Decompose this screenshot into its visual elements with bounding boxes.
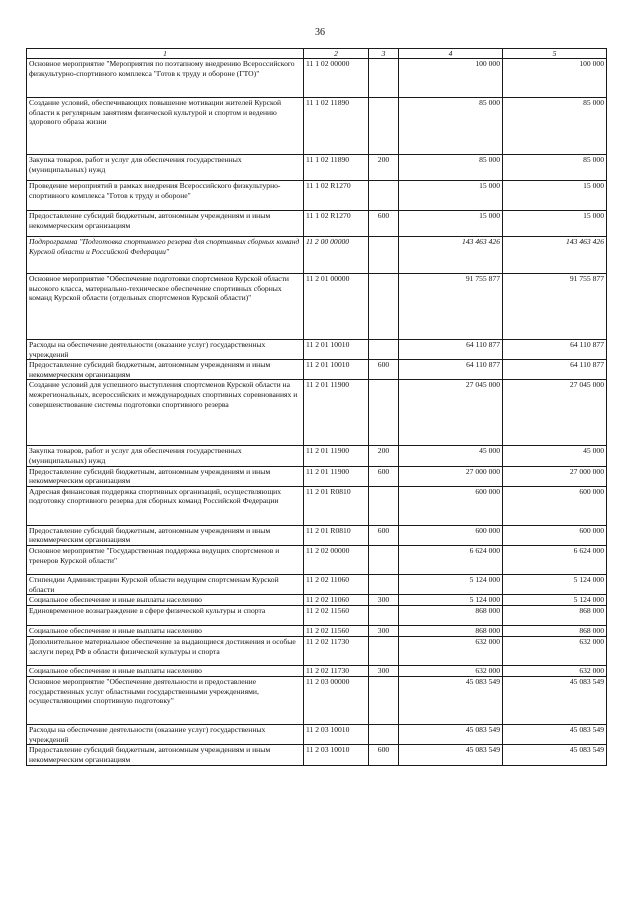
row-value-col4-cell: 64 110 877 — [399, 340, 503, 360]
col-header-4: 4 — [399, 49, 503, 59]
row-code-cell: 11 2 03 00000 — [304, 677, 369, 725]
row-code-cell: 11 1 02 R1270 — [304, 211, 369, 237]
row-type-cell: 600 — [369, 745, 399, 765]
row-value-col4-cell: 91 755 877 — [399, 274, 503, 340]
row-code-cell: 11 2 02 00000 — [304, 545, 369, 574]
row-type-cell: 200 — [369, 155, 399, 181]
row-code-cell: 11 2 02 11560 — [304, 626, 369, 637]
row-value-col5-cell: 868 000 — [503, 626, 607, 637]
row-value-col5-cell: 600 000 — [503, 486, 607, 525]
col-header-1: 1 — [27, 49, 304, 59]
row-name-cell: Социальное обеспечение и иные выплаты населению — [27, 595, 304, 606]
row-type-cell — [369, 274, 399, 340]
row-code-cell: 11 2 02 11730 — [304, 666, 369, 677]
row-value-col4-cell: 5 124 000 — [399, 595, 503, 606]
row-type-cell — [369, 545, 399, 574]
row-value-col4-cell: 632 000 — [399, 637, 503, 666]
row-value-col5-cell: 85 000 — [503, 98, 607, 155]
row-value-col5-cell: 632 000 — [503, 637, 607, 666]
row-value-col4-cell: 15 000 — [399, 181, 503, 211]
table-row — [27, 745, 607, 765]
table-row — [27, 181, 607, 211]
row-value-col5-cell: 5 124 000 — [503, 595, 607, 606]
row-type-cell — [369, 181, 399, 211]
row-value-col4-cell: 868 000 — [399, 626, 503, 637]
row-type-cell: 600 — [369, 466, 399, 486]
row-value-col4-cell: 85 000 — [399, 155, 503, 181]
row-type-cell — [369, 637, 399, 666]
row-code-cell: 11 2 01 10010 — [304, 360, 369, 380]
table-row — [27, 360, 607, 380]
row-value-col5-cell: 15 000 — [503, 211, 607, 237]
row-name-cell: Основное мероприятие "Обеспечение деятельности и предоставление государственных услуг областными государственными учреждениями, осуществляющими спортивную подготовку" — [27, 677, 304, 725]
row-value-col5-cell: 91 755 877 — [503, 274, 607, 340]
table-row — [27, 486, 607, 525]
row-value-col5-cell: 45 083 549 — [503, 677, 607, 725]
row-code-cell: 11 2 01 R0810 — [304, 486, 369, 525]
row-value-col5-cell: 143 463 426 — [503, 237, 607, 274]
row-value-col4-cell: 45 083 549 — [399, 745, 503, 765]
table-row — [27, 98, 607, 155]
row-code-cell: 11 2 01 00000 — [304, 274, 369, 340]
row-code-cell: 11 2 01 11900 — [304, 466, 369, 486]
row-type-cell — [369, 574, 399, 594]
row-value-col4-cell: 100 000 — [399, 59, 503, 98]
row-code-cell: 11 1 02 R1270 — [304, 181, 369, 211]
row-value-col4-cell: 27 045 000 — [399, 380, 503, 446]
row-name-cell: Стипендии Администрации Курской области ведущим спортсменам Курской области — [27, 574, 304, 594]
row-type-cell — [369, 380, 399, 446]
row-type-cell: 300 — [369, 666, 399, 677]
row-value-col5-cell: 15 000 — [503, 181, 607, 211]
col-header-3: 3 — [369, 49, 399, 59]
table-row — [27, 274, 607, 340]
row-name-cell: Проведение мероприятий в рамках внедрения Всероссийского физкультурно-спортивного комплекса "Готов к труду и обороне" — [27, 181, 304, 211]
table-row — [27, 606, 607, 626]
budget-table — [26, 48, 607, 766]
row-name-cell: Основное мероприятие "Государственная поддержка ведущих спортсменов и тренеров Курской области" — [27, 545, 304, 574]
row-name-cell: Предоставление субсидий бюджетным, автономным учреждениям и иным некоммерческим организациям — [27, 525, 304, 545]
row-value-col5-cell: 868 000 — [503, 606, 607, 626]
row-name-cell: Создание условий, обеспечивающих повышение мотивации жителей Курской области к регулярным занятиям физической культурой и спортом и ведению здорового образа жизни — [27, 98, 304, 155]
row-value-col4-cell: 868 000 — [399, 606, 503, 626]
table-row — [27, 211, 607, 237]
row-name-cell: Расходы на обеспечение деятельности (оказание услуг) государственных учреждений — [27, 725, 304, 745]
row-code-cell: 11 2 03 10010 — [304, 725, 369, 745]
row-name-cell: Закупка товаров, работ и услуг для обеспечения государственных (муниципальных) нужд — [27, 446, 304, 466]
row-code-cell: 11 2 01 11900 — [304, 380, 369, 446]
table-row — [27, 446, 607, 466]
table-row — [27, 626, 607, 637]
row-name-cell: Предоставление субсидий бюджетным, автономным учреждениям и иным некоммерческим организациям — [27, 466, 304, 486]
row-value-col4-cell: 45 083 549 — [399, 725, 503, 745]
row-name-cell: Предоставление субсидий бюджетным, автономным учреждениям и иным некоммерческим организациям — [27, 360, 304, 380]
table-row — [27, 237, 607, 274]
row-value-col5-cell: 45 083 549 — [503, 725, 607, 745]
col-header-5: 5 — [503, 49, 607, 59]
row-name-cell: Единовременное вознаграждение в сфере физической культуры и спорта — [27, 606, 304, 626]
row-value-col4-cell: 6 624 000 — [399, 545, 503, 574]
row-type-cell — [369, 606, 399, 626]
row-code-cell: 11 2 01 10010 — [304, 340, 369, 360]
table-row — [27, 545, 607, 574]
row-value-col4-cell: 143 463 426 — [399, 237, 503, 274]
row-name-cell: Основное мероприятие "Мероприятия по поэтапному внедрению Всероссийского физкультурно-спортивного комплекса "Готов к труду и обороне (ГТО)" — [27, 59, 304, 98]
row-type-cell — [369, 340, 399, 360]
table-row — [27, 466, 607, 486]
table-row — [27, 677, 607, 725]
row-type-cell: 200 — [369, 446, 399, 466]
row-name-cell: Предоставление субсидий бюджетным, автономным учреждениям и иным некоммерческим организациям — [27, 211, 304, 237]
table-row — [27, 637, 607, 666]
row-value-col5-cell: 5 124 000 — [503, 574, 607, 594]
row-code-cell: 11 2 02 11060 — [304, 595, 369, 606]
row-type-cell: 600 — [369, 360, 399, 380]
row-type-cell — [369, 677, 399, 725]
row-type-cell — [369, 237, 399, 274]
row-code-cell: 11 2 02 11060 — [304, 574, 369, 594]
table-row — [27, 595, 607, 606]
row-type-cell — [369, 98, 399, 155]
table-row — [27, 574, 607, 594]
row-name-cell: Адресная финансовая поддержка спортивных организаций, осуществляющих подготовку спортивного резерва для сборных команд Российской Федерации — [27, 486, 304, 525]
table-row — [27, 725, 607, 745]
row-code-cell: 11 2 00 00000 — [304, 237, 369, 274]
row-type-cell — [369, 486, 399, 525]
table-row — [27, 155, 607, 181]
row-type-cell — [369, 725, 399, 745]
row-code-cell: 11 2 03 10010 — [304, 745, 369, 765]
row-type-cell — [369, 59, 399, 98]
row-name-cell: Основное мероприятие "Обеспечение подготовки спортсменов Курской области высокого класса, материально-техническое обеспечение спортивных сборных команд Курской области (отдельных спортсменов Курской области)" — [27, 274, 304, 340]
row-name-cell: Предоставление субсидий бюджетным, автономным учреждениям и иным некоммерческим организациям — [27, 745, 304, 765]
row-value-col5-cell: 6 624 000 — [503, 545, 607, 574]
row-code-cell: 11 2 02 11730 — [304, 637, 369, 666]
row-code-cell: 11 1 02 11890 — [304, 155, 369, 181]
row-value-col4-cell: 15 000 — [399, 211, 503, 237]
row-name-cell: Расходы на обеспечение деятельности (оказание услуг) государственных учреждений — [27, 340, 304, 360]
row-code-cell: 11 2 02 11560 — [304, 606, 369, 626]
row-code-cell: 11 1 02 00000 — [304, 59, 369, 98]
row-value-col4-cell: 85 000 — [399, 98, 503, 155]
page-number: 36 — [315, 27, 325, 38]
row-value-col5-cell: 64 110 877 — [503, 340, 607, 360]
row-name-cell: Закупка товаров, работ и услуг для обеспечения государственных (муниципальных) нужд — [27, 155, 304, 181]
table-row — [27, 340, 607, 360]
table-row — [27, 59, 607, 98]
table-header-row — [27, 49, 607, 59]
row-name-cell: Дополнительное материальное обеспечение за выдающиеся достижения и особые заслуги перед РФ в области физической культуры и спорта — [27, 637, 304, 666]
row-value-col5-cell: 632 000 — [503, 666, 607, 677]
row-value-col5-cell: 64 110 877 — [503, 360, 607, 380]
row-value-col4-cell: 27 000 000 — [399, 466, 503, 486]
row-value-col5-cell: 27 045 000 — [503, 380, 607, 446]
row-value-col4-cell: 600 000 — [399, 486, 503, 525]
row-value-col5-cell: 600 000 — [503, 525, 607, 545]
row-type-cell: 600 — [369, 211, 399, 237]
row-value-col4-cell: 64 110 877 — [399, 360, 503, 380]
row-code-cell: 11 2 01 11900 — [304, 446, 369, 466]
table-row — [27, 380, 607, 446]
row-value-col4-cell: 45 000 — [399, 446, 503, 466]
row-code-cell: 11 2 01 R0810 — [304, 525, 369, 545]
row-value-col4-cell: 5 124 000 — [399, 574, 503, 594]
row-name-cell: Социальное обеспечение и иные выплаты населению — [27, 666, 304, 677]
row-value-col5-cell: 100 000 — [503, 59, 607, 98]
row-name-cell: Социальное обеспечение и иные выплаты населению — [27, 626, 304, 637]
col-header-2: 2 — [304, 49, 369, 59]
row-value-col5-cell: 45 000 — [503, 446, 607, 466]
row-value-col5-cell: 45 083 549 — [503, 745, 607, 765]
row-type-cell: 300 — [369, 595, 399, 606]
row-value-col4-cell: 632 000 — [399, 666, 503, 677]
row-value-col5-cell: 85 000 — [503, 155, 607, 181]
row-name-cell: Создание условий для успешного выступления спортсменов Курской области на межрегиональных, всероссийских и международных спортивных соревнованиях и совершенствование системы подготовки спортивного резерва — [27, 380, 304, 446]
row-value-col5-cell: 27 000 000 — [503, 466, 607, 486]
row-code-cell: 11 1 02 11890 — [304, 98, 369, 155]
table-row — [27, 666, 607, 677]
table-row — [27, 525, 607, 545]
row-value-col4-cell: 600 000 — [399, 525, 503, 545]
row-value-col4-cell: 45 083 549 — [399, 677, 503, 725]
row-name-cell: Подпрограмма "Подготовка спортивного резерва для спортивных сборных команд Курской области и Российской Федерации" — [27, 237, 304, 274]
row-type-cell: 300 — [369, 626, 399, 637]
row-type-cell: 600 — [369, 525, 399, 545]
